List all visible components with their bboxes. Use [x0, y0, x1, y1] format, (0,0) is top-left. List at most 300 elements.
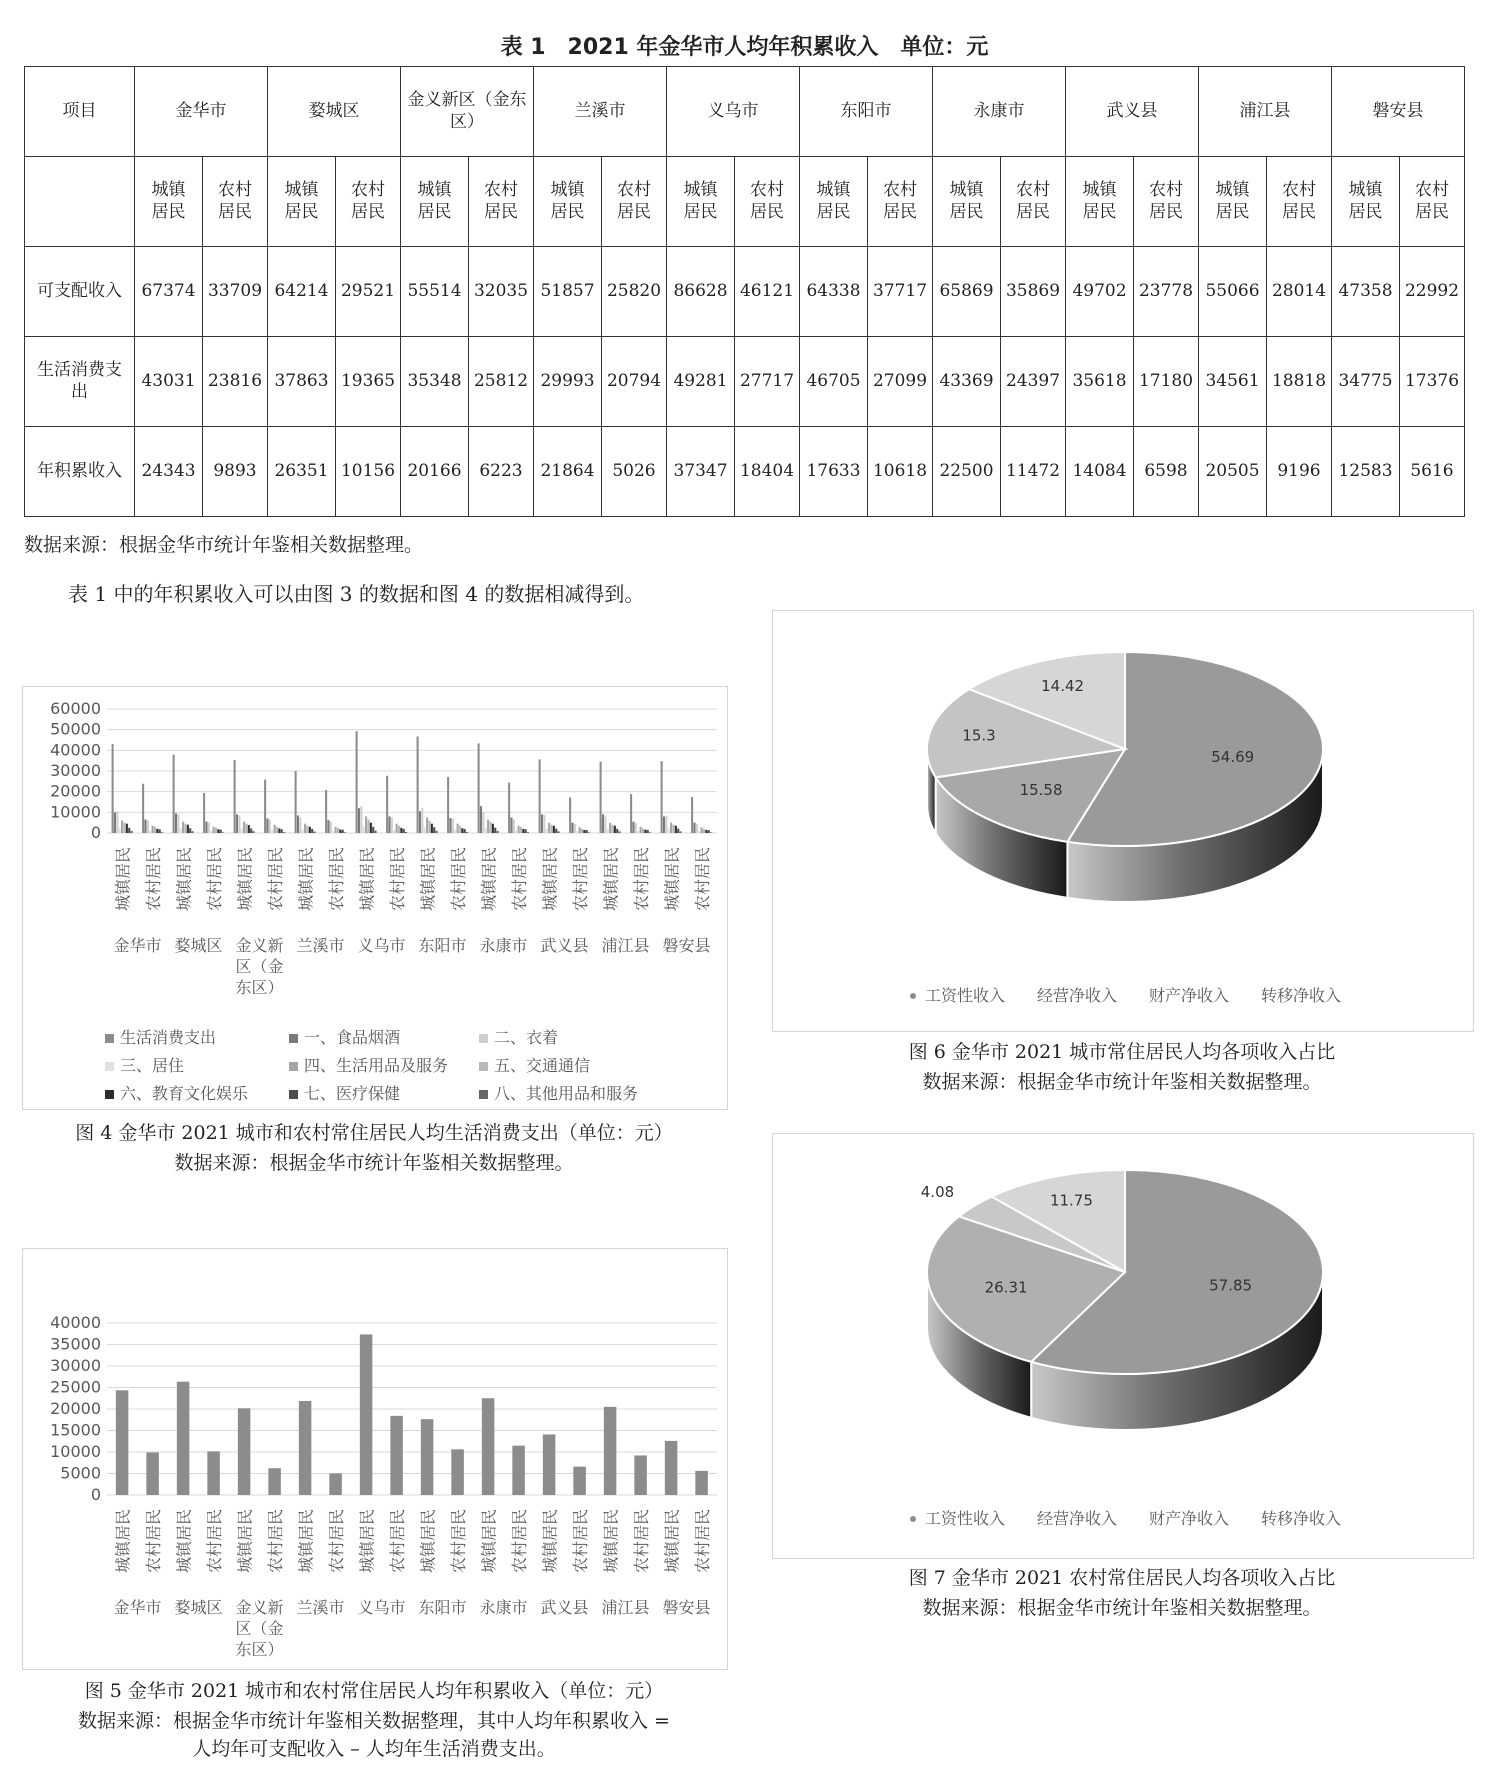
x-category-label: 城镇居民 — [540, 847, 560, 912]
bar — [421, 1419, 434, 1495]
bar — [546, 828, 548, 833]
bar — [142, 784, 144, 833]
x-category-label: 农村居民 — [570, 847, 590, 912]
pie-data-label: 26.31 — [984, 1278, 1028, 1297]
pie-data-label: 15.3 — [962, 726, 996, 745]
legend-label: 财产净收入 — [1149, 1509, 1230, 1528]
bar — [461, 828, 463, 833]
x-group-label: 东区） — [235, 978, 284, 997]
value-cell: 18404 — [735, 427, 800, 517]
subheader-rural-cell: 农村居民 — [336, 157, 401, 247]
bar — [391, 818, 393, 834]
value-cell: 43031 — [135, 337, 203, 427]
bar — [640, 827, 642, 833]
bar — [222, 832, 224, 833]
value-cell: 5026 — [602, 427, 667, 517]
value-cell: 18818 — [1267, 337, 1332, 427]
bar — [543, 815, 545, 833]
bar — [405, 832, 407, 833]
bar — [325, 790, 327, 833]
value-cell: 46705 — [800, 337, 868, 427]
bar — [112, 744, 114, 833]
legend-label: 经营净收入 — [1037, 1509, 1118, 1528]
subheader-rural-cell: 农村居民 — [1400, 157, 1465, 247]
legend-marker — [910, 993, 916, 999]
bar — [571, 823, 573, 833]
bar — [457, 824, 459, 833]
x-category-label: 城镇居民 — [601, 1509, 621, 1574]
bar — [238, 1408, 251, 1495]
bar — [574, 824, 576, 833]
fig5-source-line2: 人均年可支配收入 – 人均年生活消费支出。 — [192, 1738, 556, 1760]
subheader-urban-cell: 城镇居民 — [135, 157, 203, 247]
legend-label: 四、生活用品及服务 — [304, 1056, 449, 1075]
x-category-label: 城镇居民 — [235, 1509, 255, 1574]
x-category-label: 城镇居民 — [418, 1509, 438, 1574]
fig4-legend — [23, 1013, 727, 1109]
legend-label: 二、衣着 — [494, 1028, 559, 1047]
table-header-row — [25, 67, 1465, 157]
bar — [550, 825, 552, 833]
legend-label: 经营净收入 — [1037, 986, 1118, 1005]
bar — [203, 793, 205, 833]
bar — [588, 832, 590, 833]
bar — [647, 830, 649, 833]
y-tick-label: 30000 — [50, 761, 101, 780]
fig5-chart — [23, 1249, 727, 1669]
bar — [637, 831, 639, 833]
x-group-label: 东阳市 — [418, 936, 467, 955]
bar — [421, 808, 423, 833]
x-category-label: 城镇居民 — [235, 847, 255, 912]
bar — [576, 831, 578, 833]
legend-label: 三、居住 — [120, 1056, 185, 1075]
x-category-label: 城镇居民 — [601, 847, 621, 912]
value-cell: 29993 — [534, 337, 602, 427]
legend-item — [479, 1081, 638, 1104]
fig4-chart-box — [22, 686, 728, 1110]
x-category-label: 农村居民 — [204, 1509, 224, 1574]
x-group-label: 东阳市 — [418, 1598, 467, 1617]
bar — [123, 823, 125, 833]
bar — [710, 832, 712, 833]
bar — [602, 814, 604, 833]
y-tick-label: 60000 — [50, 699, 101, 718]
subheader-rural-cell: 农村居民 — [1267, 157, 1332, 247]
bar — [299, 1401, 312, 1495]
region-header-cell: 婺城区 — [268, 67, 401, 157]
y-tick-label: 15000 — [50, 1420, 101, 1440]
legend-label: 八、其他用品和服务 — [494, 1084, 639, 1103]
x-group-label: 浦江县 — [601, 1598, 650, 1617]
value-cell: 33709 — [203, 247, 268, 337]
fig7-chart-box — [772, 1133, 1474, 1559]
x-category-label: 城镇居民 — [662, 1509, 682, 1574]
bar — [487, 820, 489, 833]
bar — [147, 821, 149, 833]
legend-swatch — [289, 1062, 298, 1071]
value-cell: 51857 — [534, 247, 602, 337]
legend-marker — [910, 1516, 916, 1522]
bar — [396, 824, 398, 833]
bar — [342, 830, 344, 833]
value-cell: 55514 — [401, 247, 469, 337]
value-cell: 23778 — [1134, 247, 1199, 337]
bar — [433, 827, 435, 833]
bar — [180, 828, 182, 833]
table-source: 数据来源：根据金华市统计年鉴相关数据整理。 — [24, 534, 424, 556]
x-category-label: 城镇居民 — [418, 847, 438, 912]
fig6-caption: 图 6 金华市 2021 城市常住居民人均各项收入占比 — [908, 1041, 1336, 1063]
legend-swatch — [105, 1034, 114, 1043]
value-cell: 67374 — [135, 247, 203, 337]
pie-data-label: 54.69 — [1211, 747, 1255, 766]
x-category-label: 农村居民 — [143, 1509, 163, 1574]
y-tick-label: 10000 — [50, 1442, 101, 1461]
pie-data-label: 11.75 — [1049, 1191, 1093, 1210]
x-category-label: 城镇居民 — [113, 847, 133, 912]
value-cell: 11472 — [1001, 427, 1066, 517]
bar — [264, 780, 266, 833]
region-header-cell: 永康市 — [933, 67, 1066, 157]
bar — [522, 829, 524, 833]
x-category-label: 农村居民 — [387, 1509, 407, 1574]
bar — [304, 824, 306, 833]
bar — [452, 819, 454, 833]
legend-label: 五、交通通信 — [494, 1056, 591, 1075]
bar — [607, 829, 609, 833]
bar — [306, 826, 308, 833]
legend-item — [105, 1081, 248, 1104]
pie-data-label: 15.58 — [1019, 781, 1063, 800]
bar — [539, 759, 541, 833]
bar — [121, 821, 123, 833]
bar — [182, 822, 184, 833]
legend-label: 七、医疗保健 — [304, 1084, 401, 1103]
bar — [482, 1398, 495, 1495]
bar — [268, 1468, 281, 1495]
x-category-label: 城镇居民 — [113, 1509, 133, 1574]
value-cell: 86628 — [667, 247, 735, 337]
fig7-chart — [773, 1134, 1473, 1558]
x-category-label: 城镇居民 — [296, 1509, 316, 1574]
fig5-caption: 图 5 金华市 2021 城市和农村常住居民人均年积累收入（单位：元） — [84, 1680, 664, 1702]
legend-label: 转移净收入 — [1261, 986, 1342, 1005]
bar — [703, 829, 705, 833]
fig7-caption: 图 7 金华市 2021 农村常住居民人均各项收入占比 — [908, 1567, 1336, 1589]
bar — [492, 824, 494, 833]
x-category-label: 城镇居民 — [296, 847, 316, 912]
bar — [337, 828, 339, 833]
bar — [269, 820, 271, 833]
table-title: 表 1 2021 年金华市人均年积累收入 单位：元 — [500, 35, 989, 60]
bar — [449, 818, 451, 833]
bar — [327, 820, 329, 833]
bar — [332, 831, 334, 833]
bar — [175, 813, 177, 833]
x-category-label: 城镇居民 — [174, 1509, 194, 1574]
bar — [207, 1451, 220, 1495]
bar — [119, 828, 121, 833]
x-group-label: 婺城区 — [174, 1598, 223, 1617]
y-tick-label: 50000 — [50, 719, 101, 739]
y-tick-label: 0 — [90, 823, 101, 842]
value-cell: 25820 — [602, 247, 667, 337]
x-category-label: 农村居民 — [204, 847, 224, 912]
bar — [403, 829, 405, 833]
bar — [128, 828, 130, 833]
bar — [424, 827, 426, 833]
bar — [152, 826, 154, 833]
bar — [419, 811, 421, 833]
bar — [149, 831, 151, 833]
legend-swatch — [289, 1090, 298, 1099]
x-category-label: 农村居民 — [570, 1509, 590, 1574]
x-group-label: 婺城区 — [174, 936, 223, 955]
bar — [367, 820, 369, 833]
value-cell: 27099 — [868, 337, 933, 427]
value-cell: 64338 — [800, 247, 868, 337]
subheader-rural-cell: 农村居民 — [602, 157, 667, 247]
bar — [146, 1452, 159, 1495]
bar — [705, 830, 707, 833]
bar — [236, 814, 238, 833]
body-paragraph: 表 1 中的年积累收入可以由图 3 的数据和图 4 的数据相减得到。 — [68, 582, 645, 606]
y-tick-label: 30000 — [50, 1356, 101, 1375]
bar — [388, 816, 390, 833]
bar — [311, 829, 313, 833]
value-cell: 17180 — [1134, 337, 1199, 427]
subheader-urban-cell: 城镇居民 — [933, 157, 1001, 247]
x-group-label: 磐安县 — [662, 936, 711, 955]
bar — [375, 831, 377, 833]
bar — [241, 828, 243, 833]
legend-label: 一、食品烟酒 — [304, 1028, 401, 1047]
x-group-label: 义乌市 — [357, 936, 406, 955]
bar — [569, 797, 571, 833]
x-group-label: 区（金 — [235, 1619, 284, 1638]
subheader-rural-cell: 农村居民 — [868, 157, 933, 247]
value-cell: 17376 — [1400, 337, 1465, 427]
bar — [701, 827, 703, 833]
value-cell: 24343 — [135, 427, 203, 517]
bar — [335, 827, 337, 833]
pie-data-label: 14.42 — [1041, 677, 1085, 696]
bar — [177, 1382, 190, 1495]
bar — [604, 816, 606, 833]
bar — [644, 830, 646, 833]
bar — [611, 825, 613, 833]
x-category-label: 农村居民 — [692, 847, 712, 912]
x-group-label: 金华市 — [113, 1598, 162, 1617]
bar — [616, 829, 618, 833]
bar — [205, 822, 207, 833]
x-category-label: 农村居民 — [326, 1509, 346, 1574]
bar — [245, 824, 247, 833]
value-cell: 29521 — [336, 247, 401, 337]
bar — [480, 806, 482, 833]
bar — [677, 829, 679, 833]
value-cell: 12583 — [1332, 427, 1400, 517]
subheader-rural-cell: 农村居民 — [469, 157, 534, 247]
bar — [116, 811, 118, 833]
pie-data-label: 57.85 — [1209, 1276, 1253, 1295]
bar — [553, 826, 555, 833]
region-header-cell: 磐安县 — [1332, 67, 1465, 157]
table-subheader-row — [25, 157, 1465, 247]
value-cell: 10156 — [336, 427, 401, 517]
x-group-label: 金义新 — [235, 1598, 284, 1617]
bar — [210, 831, 212, 833]
value-cell: 37717 — [868, 247, 933, 337]
y-tick-label: 35000 — [50, 1334, 101, 1354]
legend-swatch — [479, 1034, 488, 1043]
x-group-label: 金义新 — [235, 936, 284, 955]
bar — [520, 827, 522, 833]
bar — [330, 822, 332, 833]
bar — [695, 1471, 708, 1495]
bar — [159, 829, 161, 833]
region-header-cell: 金义新区（金东区） — [401, 67, 534, 157]
bar — [459, 826, 461, 833]
bar — [234, 760, 236, 833]
subheader-urban-cell: 城镇居民 — [534, 157, 602, 247]
y-tick-label: 20000 — [50, 1399, 101, 1418]
table-row — [25, 247, 1465, 337]
value-cell: 14084 — [1066, 427, 1134, 517]
value-cell: 9196 — [1267, 427, 1332, 517]
legend-label: 六、教育文化娱乐 — [120, 1084, 249, 1103]
value-cell: 32035 — [469, 247, 534, 337]
bar — [161, 832, 163, 833]
bar — [243, 822, 245, 833]
legend-label: 工资性收入 — [925, 986, 1006, 1005]
value-cell: 65869 — [933, 247, 1001, 337]
value-cell: 21864 — [534, 427, 602, 517]
x-group-label: 永康市 — [479, 1598, 528, 1617]
value-cell: 6223 — [469, 427, 534, 517]
bar — [189, 828, 191, 833]
x-category-label: 农村居民 — [448, 1509, 468, 1574]
x-category-label: 城镇居民 — [662, 847, 682, 912]
legend-item — [479, 1053, 590, 1076]
value-cell: 37863 — [268, 337, 336, 427]
bar — [649, 832, 651, 833]
x-category-label: 城镇居民 — [479, 847, 499, 912]
subheader-urban-cell: 城镇居民 — [667, 157, 735, 247]
x-group-label: 东区） — [235, 1640, 284, 1659]
bar — [665, 815, 667, 833]
value-cell: 23816 — [203, 337, 268, 427]
legend-swatch — [105, 1062, 114, 1071]
legend-swatch — [479, 1090, 488, 1099]
region-header-cell: 义乌市 — [667, 67, 800, 157]
fig6-chart-box — [772, 610, 1474, 1032]
bar — [356, 731, 358, 833]
bar — [276, 827, 278, 833]
value-cell: 26351 — [268, 427, 336, 517]
bar — [515, 830, 517, 833]
bar — [426, 818, 428, 834]
bar — [297, 815, 299, 833]
bar — [365, 816, 367, 833]
x-category-label: 城镇居民 — [540, 1509, 560, 1574]
x-category-label: 农村居民 — [631, 1509, 651, 1574]
x-category-label: 城镇居民 — [174, 847, 194, 912]
value-cell: 28014 — [1267, 247, 1332, 337]
bar — [220, 830, 222, 833]
bar — [390, 1416, 403, 1495]
empty-cell — [25, 157, 135, 247]
bar — [583, 830, 585, 833]
bar — [447, 777, 449, 833]
bar — [708, 830, 710, 833]
bar — [451, 1449, 464, 1495]
bar — [192, 831, 194, 833]
x-category-label: 农村居民 — [509, 1509, 529, 1574]
x-category-label: 农村居民 — [692, 1509, 712, 1574]
bar — [398, 826, 400, 833]
x-group-label: 金华市 — [113, 936, 162, 955]
bar — [278, 828, 280, 833]
bar — [302, 829, 304, 833]
bar — [131, 831, 133, 833]
bar — [344, 832, 346, 833]
bar — [512, 1446, 525, 1495]
bar — [370, 823, 372, 833]
value-cell: 5616 — [1400, 427, 1465, 517]
bar — [485, 828, 487, 833]
x-group-label: 兰溪市 — [296, 936, 345, 955]
bar — [271, 830, 273, 833]
subheader-urban-cell: 城镇居民 — [1066, 157, 1134, 247]
bar — [663, 816, 665, 833]
bar — [478, 743, 480, 833]
bar — [665, 1441, 678, 1495]
x-category-label: 农村居民 — [326, 847, 346, 912]
bar — [156, 829, 158, 833]
bar — [494, 828, 496, 833]
value-cell: 20166 — [401, 427, 469, 517]
bar — [525, 829, 527, 833]
legend-item — [479, 1025, 558, 1048]
bar — [360, 1334, 373, 1495]
bar — [489, 822, 491, 833]
legend-swatch — [479, 1062, 488, 1071]
row-label-cell: 可支配收入 — [25, 247, 135, 337]
bar — [555, 829, 557, 833]
header-cell: 项目 — [25, 67, 135, 157]
x-category-label: 农村居民 — [143, 847, 163, 912]
bar — [609, 823, 611, 833]
legend-label: 生活消费支出 — [120, 1028, 217, 1047]
legend-item — [289, 1025, 400, 1048]
value-cell: 9893 — [203, 427, 268, 517]
bar — [581, 829, 583, 833]
bar — [454, 830, 456, 833]
x-category-label: 农村居民 — [265, 847, 285, 912]
y-tick-label: 5000 — [60, 1463, 101, 1483]
bar — [630, 794, 632, 833]
bar — [154, 827, 156, 833]
x-category-label: 城镇居民 — [357, 1509, 377, 1574]
fig7-source: 数据来源：根据金华市统计年鉴相关数据整理。 — [922, 1597, 1322, 1619]
fig4-source: 数据来源：根据金华市统计年鉴相关数据整理。 — [174, 1152, 574, 1174]
bar — [497, 831, 499, 833]
subheader-urban-cell: 城镇居民 — [1332, 157, 1400, 247]
bar — [215, 828, 217, 833]
table-row — [25, 427, 1465, 517]
